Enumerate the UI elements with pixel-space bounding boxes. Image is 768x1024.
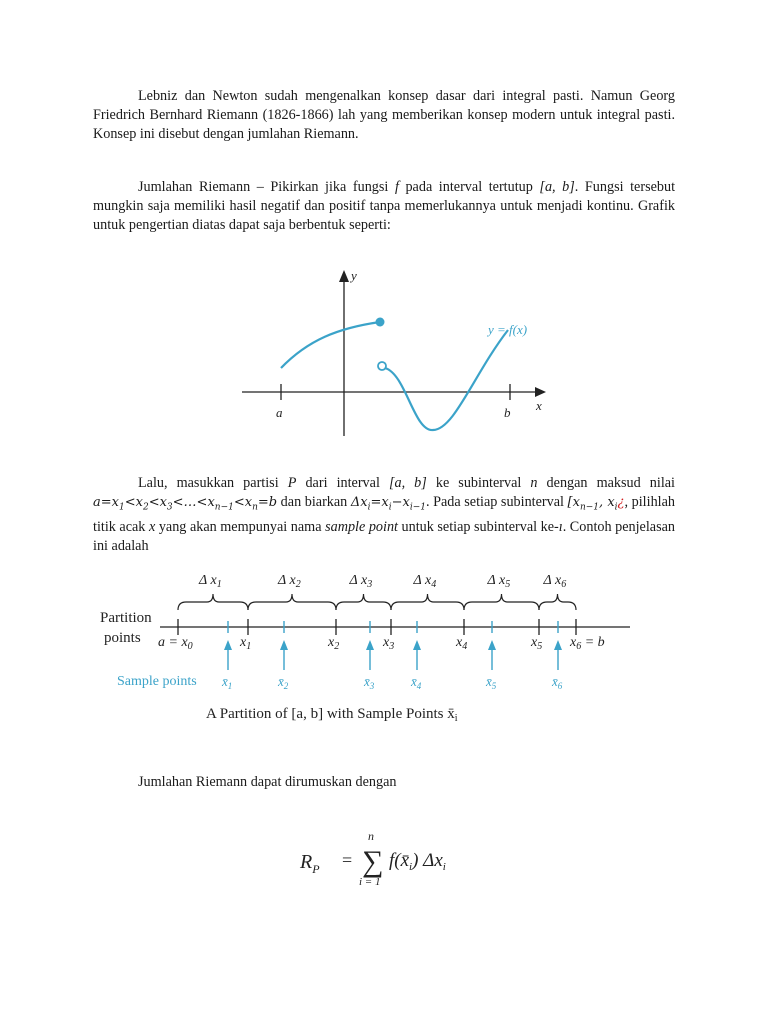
brace [248,594,336,610]
text-run: ke subinterval [426,475,531,491]
curve-right-branch [385,330,508,430]
partition-paragraph [93,474,675,556]
function-symbol: f [394,179,399,195]
brace [539,594,576,610]
sample-arrow-icon [366,640,374,650]
text-run: untuk setiap subinterval ke- [397,518,559,535]
sample-arrow-icon [488,640,496,650]
formula-body [389,850,446,873]
brace [336,594,391,610]
delta-label: Δ $x_2$ [278,573,301,590]
body-main: f(x̄ [389,850,410,871]
sample-point-markers [221,621,563,691]
partition-title: Partition [100,610,152,626]
text-run: dan biarkan [277,494,351,510]
delta-label: Δ $x_1$ [199,573,222,590]
partition-point-label: $a = x_0$ [158,635,193,652]
sample-points-label: Sample points [117,674,197,689]
body-sub: i [409,861,413,873]
n-symbol: n [530,475,538,491]
riemann-sum-formula [296,830,486,894]
sum-lower-limit: i = 1 [359,876,381,888]
lhs-sub: P [312,862,320,876]
partition-point-label: $x_1$ [240,635,252,652]
brace [178,594,248,610]
caption-text: A Partition of [a, b] with Sample Points x̄ [206,706,455,722]
sample-arrow-icon [554,640,562,650]
curve-left-branch [281,322,380,368]
text-run: yang akan mempunyai nama [155,518,326,535]
x-axis-label: x [536,398,542,413]
a-label: a [276,405,283,420]
sample-point-label: $x̄_1$ [222,674,233,691]
b-label: b [504,405,511,420]
text-run: . Pada setiap subinterval [426,494,568,510]
text-run: . Fungsi tersebut mungkin saja memiliki hasil negatif dan positif tanpa memerlukannya untuk menjadi kontinu. Grafik untuk pengertian diatas dapat saja berbentuk seperti: [93,179,676,233]
brace [391,594,464,610]
i-symbol: ı [558,518,563,535]
function-label: y = f(x) [488,322,528,337]
sample-arrow-icon [280,640,288,650]
delta-label: Δ $x_4$ [413,573,437,590]
braces [178,594,576,610]
riemann-definition-paragraph [93,178,675,235]
brace [464,594,539,610]
x-axis-arrow-icon [535,387,546,397]
formula-intro: Jumlahan Riemann dapat dirumuskan dengan [138,774,397,790]
y-axis-arrow-icon [339,270,349,282]
subinterval-symbol: [$x_{n-1}$, $x_i¿$ [567,495,625,513]
partition-title-2: points [104,630,141,646]
text-run: Lalu, masukkan partisi [138,475,288,491]
sample-point-label: $x̄_4$ [411,674,422,691]
text-run: Jumlahan Riemann – Pikirkan jika fungsi [138,179,395,195]
text-run: dari interval [296,475,389,491]
partition-symbol: P [287,475,297,491]
interval-symbol: [a, b] [539,179,575,195]
partition-point-label: $x_2$ [328,635,340,652]
partition-point-label: $x_3$ [383,635,395,652]
partition-point-label: $x_5$ [531,635,543,652]
caption-sub: i [454,713,458,724]
formula-lhs [299,851,320,876]
body-end-sub: i [442,861,446,873]
delta-definition: $\Delta x_i=x_i-x_{i-1}$ [350,495,426,513]
partition-caption [206,706,458,724]
x-symbol: x [148,518,156,535]
text-run: pada interval tertutup [398,179,540,195]
sample-arrow-icon [413,640,421,650]
sample-point-label: $x̄_6$ [552,674,563,691]
partition-diagram [92,566,640,734]
partition-point-label: $x_6 = b$ [570,635,605,652]
sample-point-label: $x̄_3$ [364,674,375,691]
closed-endpoint-dot [376,318,385,327]
sample-arrow-icon [224,640,232,650]
delta-label: Δ $x_3$ [349,573,373,590]
sum-upper-limit: n [368,830,374,843]
delta-label: Δ $x_6$ [543,573,567,590]
interval-symbol: [a, b] [388,475,427,491]
text-run: , pilihlah titik acak [93,494,675,535]
lhs-main: R [300,851,313,873]
y-axis-label: y [351,268,357,283]
intro-paragraph: Lebniz dan Newton sudah mengenalkan konsep dasar dari integral pasti. Namun Georg Friedrich Bernhard Riemann (1826-1866) lah yang memberikan konsep modern untuk integral pasti. Konsep ini disebut dengan jumlahan Riemann. [93,88,675,142]
partition-inequality: $a=x_1<x_2<x_3<\dots<x_{n-1}<x_n=b$ [93,495,278,513]
sample-point-label: $x̄_2$ [278,674,289,691]
sigma-icon: ∑ [362,845,384,878]
partition-point-label: $x_4$ [456,635,468,652]
text-run: . Contoh penjelasan ini adalah [93,518,675,554]
delta-label: Δ $x_5$ [487,573,511,590]
sample-point-term: sample point [325,518,398,535]
delta-labels [198,573,566,590]
text-run: dengan maksud nilai [537,475,675,491]
body-end: ) Δx [412,850,443,871]
open-endpoint-dot [378,362,386,370]
function-graph [238,264,558,440]
formula-equals: = [342,850,353,870]
sample-point-label: $x̄_5$ [486,674,497,691]
